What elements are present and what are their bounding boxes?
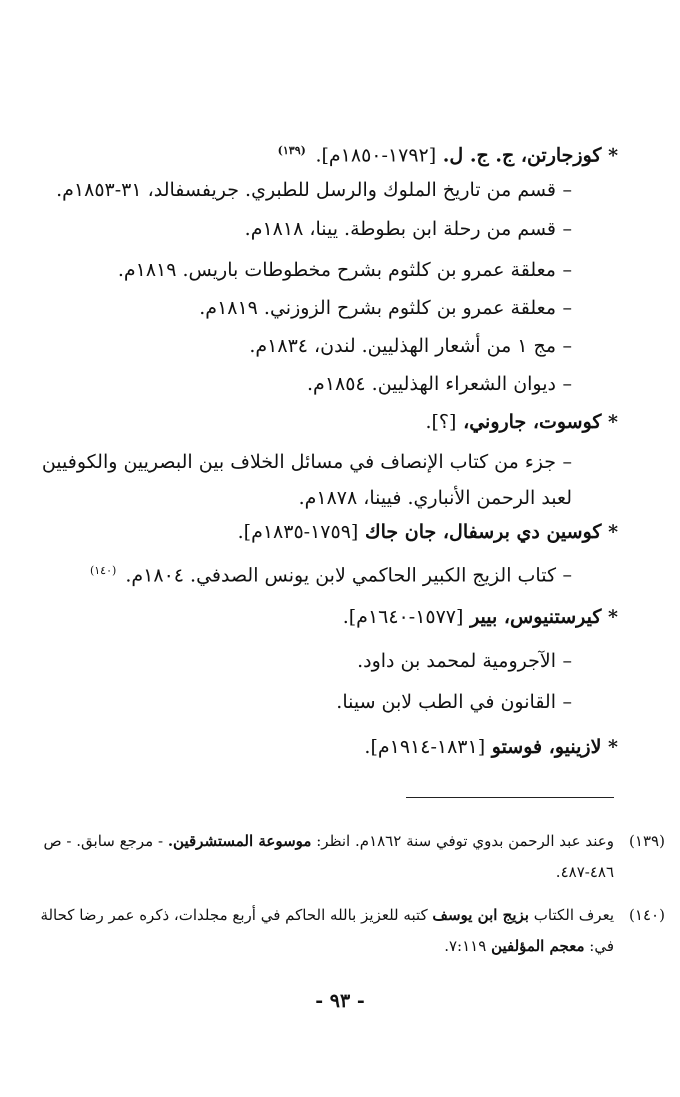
entry-name: * كوسوت، جاروني، [463,411,618,433]
footnote-number: (١٣٩) [629,832,665,850]
list-item: –جزء من كتاب الإنصاف في مسائل الخلاف بين البصريين والكوفيين لعبد الرحمن الأنباري. فيينا، ١٨٧٨م. [41,451,572,509]
entry-dates: [١٥٧٧-١٦٤٠م]. [342,606,464,628]
list-item: –القانون في الطب لابن سينا. [336,691,572,713]
list-item: –ديوان الشعراء الهذليين. ١٨٥٤م. [307,373,572,395]
entry-name: * كوسين دي برسفال، جان جاك [364,521,618,543]
entry-heading [20,733,618,761]
list-item: –الآجرومية لمحمد بن داود. [357,650,572,672]
entry-name: * كوزجارتن، ج. ج. ل. [442,144,618,167]
footnote-number: (١٤٠) [629,906,665,924]
list-item: –مج ١ من أشعار الهذليين. لندن، ١٨٣٤م. [249,335,572,357]
entry-name: * لازينيو، فوستو [491,736,618,758]
entry-heading [20,603,618,631]
entry-dates: [١٧٩٢-١٨٥٠م]. [315,144,437,167]
entry-dates: [؟]. [425,411,457,433]
list-item: –قسم من رحلة ابن بطوطة. يينا، ١٨١٨م. [244,218,572,240]
entry-name: * كيرستنيوس، بيير [470,606,618,628]
entry-dates: [١٧٥٩-١٨٣٥م]. [237,521,359,543]
footnote-ref: (١٤٠) [89,564,117,577]
entry-dates: [١٨٣١-١٩١٤م]. [364,736,486,758]
footnote-separator [406,797,614,798]
entry-heading [20,408,618,436]
footnote: (١٣٩) وعند عبد الرحمن بدوي توفي سنة ١٨٦٢م. انظر: موسوعة المستشرقين. - مرجع سابق. - ص ٤٨٦-٤٨٧. [24,826,614,888]
footnote-ref: (١٣٩) [277,144,306,157]
entry-heading [20,137,618,169]
page-number: - ٩٣ - [315,990,365,1012]
list-item: –معلقة عمرو بن كلثوم بشرح مخطوطات باريس. ١٨١٩م. [117,259,572,281]
entry-heading [20,518,618,546]
list-item: –معلقة عمرو بن كلثوم بشرح الزوزني. ١٨١٩م. [199,297,572,319]
list-item: –قسم من تاريخ الملوك والرسل للطبري. جريفسفالد، ٣١-١٨٥٣م. [56,179,572,201]
list-item: –كتاب الزيج الكبير الحاكمي لابن يونس الصدفي. ١٨٠٤م. $^{(١٤٠)}$ [89,564,572,587]
footnote: (١٤٠) يعرف الكتاب بزيج ابن يوسف كتبه للعزيز بالله الحاكم في أربع مجلدات، ذكره عمر رضا كحالة في: معجم المؤلفين ٧:١١٩. [24,900,614,962]
